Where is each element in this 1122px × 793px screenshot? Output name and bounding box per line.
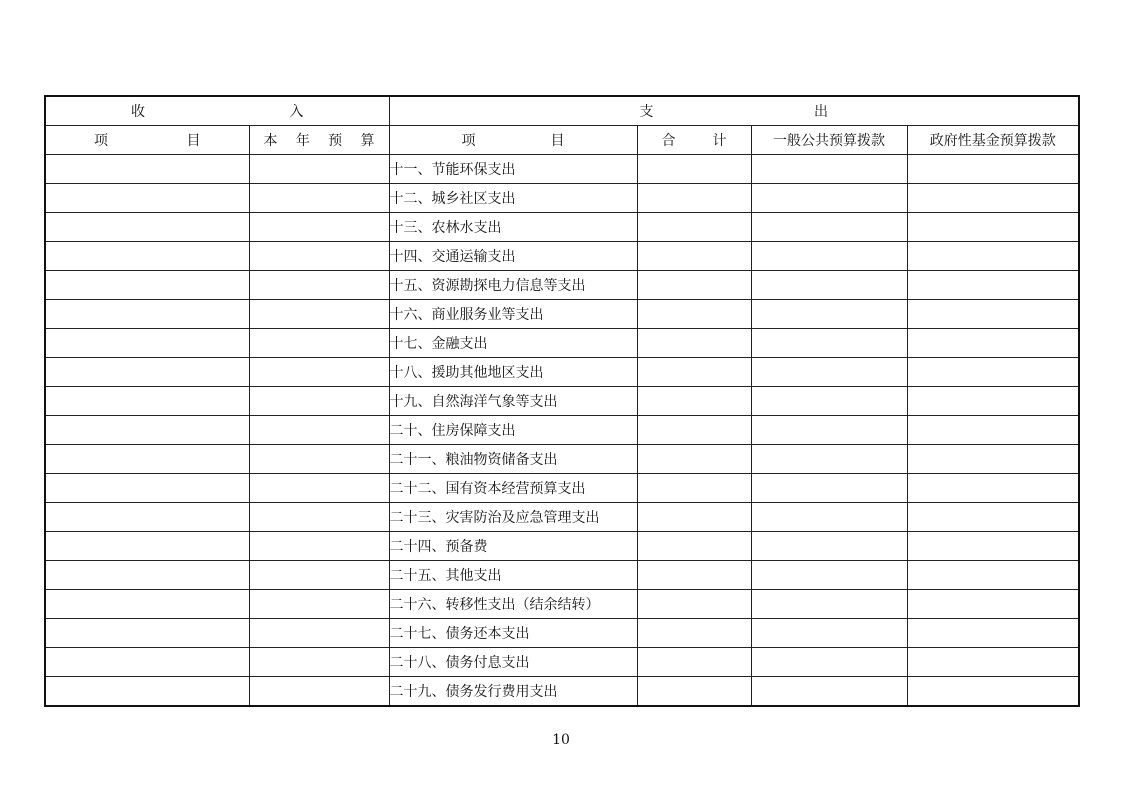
empty-cell bbox=[907, 677, 1079, 707]
expense-item-cell: 十二、城乡社区支出 bbox=[389, 184, 637, 213]
empty-cell bbox=[907, 184, 1079, 213]
empty-cell bbox=[751, 300, 907, 329]
empty-cell bbox=[637, 271, 751, 300]
empty-cell bbox=[45, 271, 249, 300]
income-item-char-1: 项 bbox=[94, 133, 108, 149]
empty-cell bbox=[907, 271, 1079, 300]
expense-item-cell: 十七、金融支出 bbox=[389, 329, 637, 358]
expense-item-cell: 二十一、粮油物资储备支出 bbox=[389, 445, 637, 474]
empty-cell bbox=[907, 155, 1079, 184]
table-row bbox=[45, 213, 1079, 242]
empty-cell bbox=[907, 213, 1079, 242]
empty-cell bbox=[637, 677, 751, 707]
empty-cell bbox=[249, 213, 389, 242]
income-item-header bbox=[45, 126, 249, 155]
empty-cell bbox=[751, 503, 907, 532]
empty-cell bbox=[45, 213, 249, 242]
empty-cell bbox=[751, 532, 907, 561]
table-row bbox=[45, 155, 1079, 184]
income-item-char-2: 目 bbox=[186, 133, 201, 149]
expense-item-cell: 二十五、其他支出 bbox=[389, 561, 637, 590]
empty-cell bbox=[907, 358, 1079, 387]
empty-cell bbox=[751, 387, 907, 416]
empty-cell bbox=[249, 677, 389, 707]
expense-item-cell: 十四、交通运输支出 bbox=[389, 242, 637, 271]
empty-cell bbox=[751, 213, 907, 242]
expense-item-cell: 二十七、债务还本支出 bbox=[389, 619, 637, 648]
empty-cell bbox=[45, 184, 249, 213]
empty-cell bbox=[249, 329, 389, 358]
expense-item-header bbox=[389, 126, 637, 155]
expense-item-cell: 二十六、转移性支出（结余结转） bbox=[389, 590, 637, 619]
empty-cell bbox=[751, 561, 907, 590]
empty-cell bbox=[249, 561, 389, 590]
empty-cell bbox=[751, 155, 907, 184]
empty-cell bbox=[45, 619, 249, 648]
table-row bbox=[45, 329, 1079, 358]
empty-cell bbox=[249, 358, 389, 387]
empty-cell bbox=[637, 387, 751, 416]
empty-cell bbox=[907, 561, 1079, 590]
empty-cell bbox=[751, 184, 907, 213]
income-char-2: 入 bbox=[289, 104, 304, 120]
table-row bbox=[45, 474, 1079, 503]
table-row bbox=[45, 300, 1079, 329]
empty-cell bbox=[249, 416, 389, 445]
total-char-1: 合 bbox=[661, 133, 676, 149]
expense-item-cell: 十一、节能环保支出 bbox=[389, 155, 637, 184]
expense-item-char-2: 目 bbox=[550, 133, 565, 149]
empty-cell bbox=[907, 329, 1079, 358]
table-body bbox=[45, 155, 1079, 707]
general-fund-header: 一般公共预算拨款 bbox=[751, 126, 907, 155]
expense-item-cell: 十八、援助其他地区支出 bbox=[389, 358, 637, 387]
empty-cell bbox=[637, 590, 751, 619]
empty-cell bbox=[249, 590, 389, 619]
empty-cell bbox=[45, 532, 249, 561]
expense-item-char-1: 项 bbox=[461, 133, 476, 149]
empty-cell bbox=[45, 416, 249, 445]
header-row-2 bbox=[45, 126, 1079, 155]
table-row bbox=[45, 648, 1079, 677]
empty-cell bbox=[751, 416, 907, 445]
budget-header bbox=[249, 126, 389, 155]
empty-cell bbox=[637, 155, 751, 184]
expense-item-cell: 二十八、债务付息支出 bbox=[389, 648, 637, 677]
empty-cell bbox=[637, 184, 751, 213]
table-row bbox=[45, 184, 1079, 213]
expense-header bbox=[389, 96, 1079, 126]
table-row bbox=[45, 358, 1079, 387]
empty-cell bbox=[249, 619, 389, 648]
budget-char-1: 本 bbox=[263, 133, 278, 149]
empty-cell bbox=[45, 329, 249, 358]
empty-cell bbox=[249, 271, 389, 300]
budget-char-3: 预 bbox=[328, 133, 343, 149]
total-header bbox=[637, 126, 751, 155]
empty-cell bbox=[637, 213, 751, 242]
table-row bbox=[45, 271, 1079, 300]
table-row bbox=[45, 532, 1079, 561]
empty-cell bbox=[907, 387, 1079, 416]
header-row-1 bbox=[45, 96, 1079, 126]
empty-cell bbox=[45, 387, 249, 416]
empty-cell bbox=[637, 242, 751, 271]
budget-char-4: 算 bbox=[360, 133, 375, 149]
empty-cell bbox=[637, 532, 751, 561]
empty-cell bbox=[249, 445, 389, 474]
empty-cell bbox=[45, 648, 249, 677]
empty-cell bbox=[751, 358, 907, 387]
budget-table bbox=[44, 95, 1080, 707]
table-row bbox=[45, 503, 1079, 532]
empty-cell bbox=[637, 619, 751, 648]
empty-cell bbox=[751, 329, 907, 358]
empty-cell bbox=[637, 445, 751, 474]
empty-cell bbox=[249, 242, 389, 271]
table-row bbox=[45, 416, 1079, 445]
table-row bbox=[45, 619, 1079, 648]
empty-cell bbox=[637, 358, 751, 387]
gov-fund-header: 政府性基金预算拨款 bbox=[907, 126, 1079, 155]
empty-cell bbox=[751, 677, 907, 707]
empty-cell bbox=[637, 329, 751, 358]
empty-cell bbox=[637, 300, 751, 329]
empty-cell bbox=[907, 445, 1079, 474]
table-row bbox=[45, 561, 1079, 590]
empty-cell bbox=[249, 648, 389, 677]
empty-cell bbox=[751, 648, 907, 677]
empty-cell bbox=[907, 300, 1079, 329]
total-char-2: 计 bbox=[712, 133, 727, 149]
empty-cell bbox=[637, 561, 751, 590]
income-header bbox=[45, 96, 389, 126]
empty-cell bbox=[751, 474, 907, 503]
empty-cell bbox=[45, 155, 249, 184]
expense-item-cell: 十三、农林水支出 bbox=[389, 213, 637, 242]
empty-cell bbox=[45, 358, 249, 387]
empty-cell bbox=[249, 184, 389, 213]
empty-cell bbox=[45, 503, 249, 532]
empty-cell bbox=[637, 648, 751, 677]
table-row bbox=[45, 445, 1079, 474]
expense-item-cell: 十五、资源勘探电力信息等支出 bbox=[389, 271, 637, 300]
expense-char-2: 出 bbox=[814, 104, 828, 120]
empty-cell bbox=[751, 242, 907, 271]
expense-char-1: 支 bbox=[639, 104, 654, 120]
empty-cell bbox=[907, 590, 1079, 619]
table-row bbox=[45, 677, 1079, 707]
empty-cell bbox=[45, 242, 249, 271]
empty-cell bbox=[637, 503, 751, 532]
expense-item-cell: 十六、商业服务业等支出 bbox=[389, 300, 637, 329]
empty-cell bbox=[907, 242, 1079, 271]
empty-cell bbox=[249, 474, 389, 503]
expense-item-cell: 二十九、债务发行费用支出 bbox=[389, 677, 637, 707]
empty-cell bbox=[45, 677, 249, 707]
empty-cell bbox=[249, 387, 389, 416]
empty-cell bbox=[45, 590, 249, 619]
expense-item-cell: 十九、自然海洋气象等支出 bbox=[389, 387, 637, 416]
budget-char-2: 年 bbox=[295, 133, 310, 149]
table-row bbox=[45, 387, 1079, 416]
empty-cell bbox=[249, 532, 389, 561]
expense-item-cell: 二十四、预备费 bbox=[389, 532, 637, 561]
empty-cell bbox=[249, 300, 389, 329]
empty-cell bbox=[751, 271, 907, 300]
page-number: 10 bbox=[552, 732, 570, 748]
empty-cell bbox=[751, 445, 907, 474]
empty-cell bbox=[907, 619, 1079, 648]
empty-cell bbox=[907, 503, 1079, 532]
empty-cell bbox=[751, 619, 907, 648]
table-row bbox=[45, 242, 1079, 271]
income-char-1: 收 bbox=[131, 104, 145, 120]
empty-cell bbox=[907, 474, 1079, 503]
empty-cell bbox=[45, 445, 249, 474]
empty-cell bbox=[249, 155, 389, 184]
empty-cell bbox=[45, 561, 249, 590]
empty-cell bbox=[45, 474, 249, 503]
expense-item-cell: 二十三、灾害防治及应急管理支出 bbox=[389, 503, 637, 532]
empty-cell bbox=[249, 503, 389, 532]
empty-cell bbox=[637, 474, 751, 503]
empty-cell bbox=[751, 590, 907, 619]
table-row bbox=[45, 590, 1079, 619]
empty-cell bbox=[907, 416, 1079, 445]
empty-cell bbox=[907, 648, 1079, 677]
empty-cell bbox=[637, 416, 751, 445]
expense-item-cell: 二十二、国有资本经营预算支出 bbox=[389, 474, 637, 503]
empty-cell bbox=[907, 532, 1079, 561]
empty-cell bbox=[45, 300, 249, 329]
expense-item-cell: 二十、住房保障支出 bbox=[389, 416, 637, 445]
